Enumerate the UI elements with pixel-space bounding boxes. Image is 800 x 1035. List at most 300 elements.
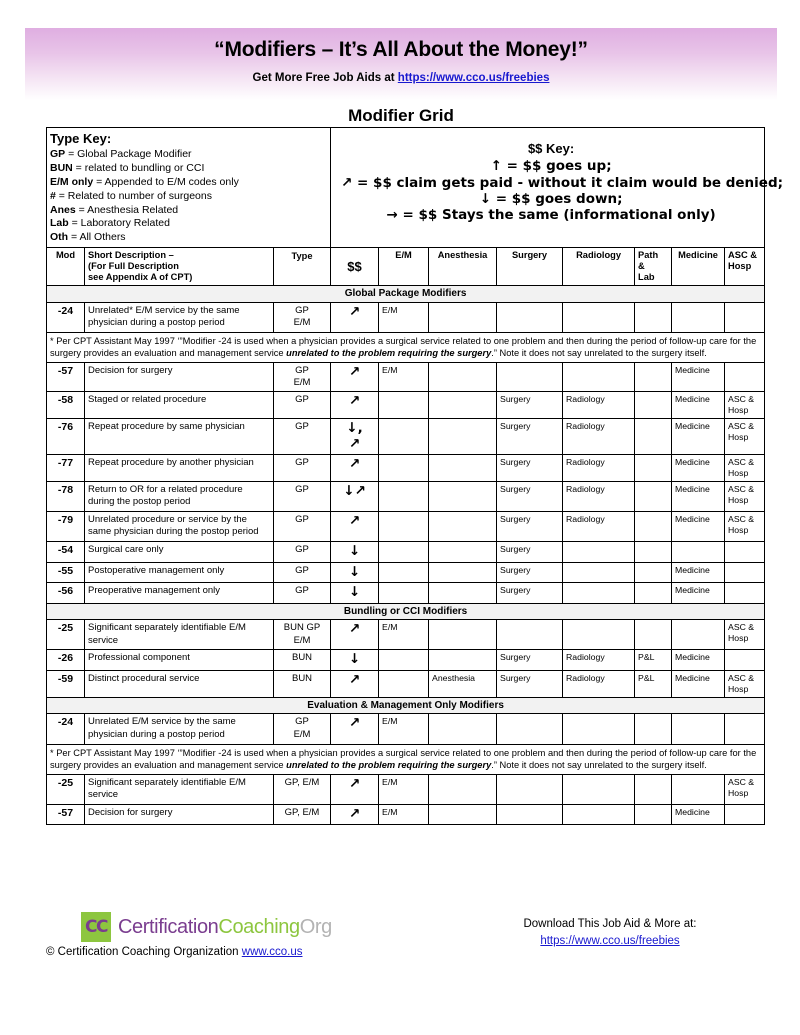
cell-em <box>379 542 429 563</box>
cell-modifier: -25 <box>47 620 85 650</box>
type-key-def: = All Others <box>68 231 126 244</box>
cell-medicine: Medicine <box>672 804 725 825</box>
cell-money <box>331 804 379 825</box>
money-arrow-icon: ↓ <box>348 584 361 601</box>
cell-money <box>331 542 379 563</box>
cell-path-lab <box>635 481 672 511</box>
type-key-def: = Appended to E/M codes only <box>93 175 239 188</box>
cell-asc-hosp <box>725 804 765 825</box>
cco-logo-mark-icon <box>81 912 111 942</box>
header-subtitle <box>25 72 777 84</box>
cell-medicine <box>672 542 725 563</box>
cell-type: GP E/M <box>274 363 331 392</box>
cell-money <box>331 583 379 604</box>
cell-em: E/M <box>379 302 429 332</box>
cell-modifier: -77 <box>47 455 85 482</box>
modifier-grid-table <box>46 127 784 825</box>
money-key-def: = $$ claim gets paid - without it claim would be denied; <box>352 174 784 191</box>
type-key-term: Oth <box>50 231 69 244</box>
cell-type: BUN <box>274 650 331 671</box>
cell-radiology: Radiology <box>563 511 635 541</box>
cell-em: E/M <box>379 620 429 650</box>
table-row <box>47 302 765 332</box>
cell-type: BUN <box>274 670 331 697</box>
column-header-row <box>47 248 765 286</box>
cco-logo-text <box>118 916 332 939</box>
cell-path-lab <box>635 419 672 455</box>
arrow-right-icon: → <box>386 207 398 224</box>
cell-em: E/M <box>379 363 429 392</box>
money-arrow-icon: ↗ <box>348 512 361 529</box>
cell-money <box>331 419 379 455</box>
cell-asc-hosp <box>725 562 765 583</box>
cell-medicine: Medicine <box>672 670 725 697</box>
money-key-def: = $$ goes up; <box>501 158 612 175</box>
cell-anesthesia <box>429 804 497 825</box>
cell-radiology <box>563 583 635 604</box>
cell-money <box>331 302 379 332</box>
type-key-term: GP <box>50 148 66 161</box>
cell-type: GP <box>274 455 331 482</box>
money-arrow-icon: ↓ <box>348 563 361 580</box>
cell-type: GP, E/M <box>274 774 331 804</box>
type-key-term: # <box>50 189 56 202</box>
cell-medicine <box>672 620 725 650</box>
cell-description: Postoperative management only <box>85 562 274 583</box>
cell-surgery: Surgery <box>497 542 563 563</box>
money-key-entry <box>341 192 761 208</box>
type-key-def: = Related to number of surgeons <box>55 189 212 202</box>
type-key-def: = Laboratory Related <box>68 217 170 230</box>
cell-money <box>331 774 379 804</box>
type-key-entry <box>50 162 327 176</box>
money-arrow-icon: ↗ <box>348 393 361 410</box>
cco-logo-part1: Certification <box>118 915 219 938</box>
cell-description: Staged or related procedure <box>85 392 274 419</box>
cell-radiology <box>563 302 635 332</box>
cell-surgery: Surgery <box>497 419 563 455</box>
cell-radiology <box>563 774 635 804</box>
table-row <box>47 714 765 744</box>
cell-medicine: Medicine <box>672 481 725 511</box>
cell-medicine <box>672 302 725 332</box>
cco-logo-mark-text: CC <box>85 917 107 937</box>
type-key-term: Lab <box>50 217 69 230</box>
col-header-path-lab <box>635 248 672 286</box>
download-label: Download This Job Aid & More at: <box>523 918 697 930</box>
footnote-emphasis: unrelated to the problem requiring the surgery <box>286 760 492 771</box>
table-row <box>47 419 765 455</box>
cell-modifier: -24 <box>47 714 85 744</box>
cell-asc-hosp <box>725 542 765 563</box>
cell-em: E/M <box>379 774 429 804</box>
cell-money <box>331 714 379 744</box>
money-arrow-icon: ↗ <box>348 715 361 732</box>
cell-em <box>379 481 429 511</box>
cell-anesthesia <box>429 774 497 804</box>
col-header-asc-hosp <box>725 248 765 286</box>
cell-em <box>379 562 429 583</box>
type-key-entry <box>50 148 327 162</box>
money-arrow-icon: ↗ <box>348 621 361 638</box>
money-key-entry <box>341 174 784 192</box>
cell-surgery <box>497 620 563 650</box>
cell-money <box>331 481 379 511</box>
cell-radiology <box>563 804 635 825</box>
cell-modifier: -56 <box>47 583 85 604</box>
table-row <box>47 774 765 804</box>
cell-medicine <box>672 774 725 804</box>
cell-medicine: Medicine <box>672 650 725 671</box>
cell-asc-hosp: ASC & Hosp <box>725 511 765 541</box>
col-header-path-l1: Path <box>638 250 659 261</box>
cell-path-lab <box>635 392 672 419</box>
footnote-row <box>47 744 765 774</box>
cell-type: GP <box>274 583 331 604</box>
col-header-anesthesia: Anesthesia <box>429 248 497 286</box>
col-header-surgery: Surgery <box>497 248 563 286</box>
cco-website-link[interactable]: www.cco.us <box>241 946 303 958</box>
col-header-money: $$ <box>331 248 379 286</box>
download-block <box>466 916 754 949</box>
section-banner: Global Package Modifiers <box>47 286 765 303</box>
cell-path-lab <box>635 455 672 482</box>
cell-type: BUN GP E/M <box>274 620 331 650</box>
cell-modifier: -78 <box>47 481 85 511</box>
cell-em <box>379 670 429 697</box>
cell-asc-hosp <box>725 583 765 604</box>
section-banner-row <box>47 697 765 714</box>
arrow-up-right-icon: ↗ <box>341 174 353 191</box>
cell-modifier: -76 <box>47 419 85 455</box>
table-row <box>47 804 765 825</box>
money-arrow-icon: ↗ <box>348 303 361 320</box>
cell-anesthesia <box>429 419 497 455</box>
cell-path-lab: P&L <box>635 670 672 697</box>
cell-surgery: Surgery <box>497 455 563 482</box>
cell-surgery: Surgery <box>497 392 563 419</box>
grid-body <box>47 128 784 825</box>
cell-medicine <box>672 714 725 744</box>
cell-money <box>331 620 379 650</box>
cell-asc-hosp: ASC & Hosp <box>725 481 765 511</box>
cell-anesthesia <box>429 583 497 604</box>
cco-logo-part3: Org <box>299 915 332 938</box>
cell-medicine: Medicine <box>672 363 725 392</box>
cell-asc-hosp <box>725 714 765 744</box>
cell-surgery: Surgery <box>497 583 563 604</box>
col-header-description <box>85 248 274 286</box>
cell-medicine: Medicine <box>672 419 725 455</box>
table-row <box>47 620 765 650</box>
section-banner: Evaluation & Management Only Modifiers <box>47 697 765 714</box>
cell-modifier: -59 <box>47 670 85 697</box>
cell-anesthesia <box>429 392 497 419</box>
col-header-asc-l2: Hosp <box>728 261 752 272</box>
col-header-em: E/M <box>379 248 429 286</box>
cell-type: GP E/M <box>274 302 331 332</box>
grid-title: Modifier Grid <box>348 106 454 125</box>
table-row <box>47 583 765 604</box>
cell-modifier: -54 <box>47 542 85 563</box>
cell-radiology: Radiology <box>563 650 635 671</box>
cell-type: GP E/M <box>274 714 331 744</box>
cell-modifier: -55 <box>47 562 85 583</box>
arrow-up-icon: ↑ <box>490 158 502 175</box>
cell-surgery <box>497 363 563 392</box>
cell-type: GP <box>274 392 331 419</box>
table-row <box>47 650 765 671</box>
cell-modifier: -58 <box>47 392 85 419</box>
cell-surgery: Surgery <box>497 511 563 541</box>
money-arrow-icon: ↓ <box>348 543 361 559</box>
cell-description: Unrelated* E/M service by the same physician during a postop period <box>85 302 274 332</box>
cell-modifier: -57 <box>47 804 85 825</box>
col-header-path-l3: Lab <box>638 272 655 283</box>
cell-path-lab: P&L <box>635 650 672 671</box>
cell-type: GP <box>274 542 331 563</box>
cell-asc-hosp: ASC & Hosp <box>725 620 765 650</box>
cell-medicine: Medicine <box>672 562 725 583</box>
cell-path-lab <box>635 620 672 650</box>
cell-radiology <box>563 363 635 392</box>
cell-description: Return to OR for a related procedure during the postop period <box>85 481 274 511</box>
footnote-text: * Per CPT Assistant May 1997 ‘”Modifier -24 is used when a physician provides a surgical service related to one problem and then during the period of follow-up care for the surgery provides an evaluation and management service unrelated to the problem requiring the surgery.” Note it does not say unrelated to the surgery itself. <box>47 744 765 774</box>
table-row <box>47 562 765 583</box>
cell-asc-hosp: ASC & Hosp <box>725 774 765 804</box>
section-banner: Bundling or CCI Modifiers <box>47 603 765 620</box>
money-key-def: = $$ goes down; <box>491 191 623 208</box>
cell-em <box>379 511 429 541</box>
cell-radiology <box>563 714 635 744</box>
cell-type: GP <box>274 562 331 583</box>
cell-medicine: Medicine <box>672 455 725 482</box>
cell-description: Decision for surgery <box>85 363 274 392</box>
type-key-entry <box>50 217 327 231</box>
cell-path-lab <box>635 542 672 563</box>
cell-description: Unrelated E/M service by the same physician during a postop period <box>85 714 274 744</box>
arrow-down-icon: ↓ <box>479 191 492 208</box>
page-footer <box>46 908 754 978</box>
cell-type: GP, E/M <box>274 804 331 825</box>
cell-asc-hosp: ASC & Hosp <box>725 670 765 697</box>
table-row <box>47 455 765 482</box>
cell-surgery: Surgery <box>497 670 563 697</box>
cell-type: GP <box>274 419 331 455</box>
table-row <box>47 363 765 392</box>
cell-type: GP <box>274 511 331 541</box>
cell-medicine: Medicine <box>672 511 725 541</box>
copyright-text: © Certification Coaching Organization <box>46 946 242 958</box>
cell-description: Decision for surgery <box>85 804 274 825</box>
cell-money <box>331 511 379 541</box>
cell-medicine: Medicine <box>672 392 725 419</box>
money-arrow-icon: ↗ <box>348 364 361 381</box>
cell-anesthesia <box>429 511 497 541</box>
cell-modifier: -24 <box>47 302 85 332</box>
col-header-description-l3: see Appendix A of CPT) <box>88 272 193 283</box>
cell-anesthesia <box>429 650 497 671</box>
cell-medicine: Medicine <box>672 583 725 604</box>
cell-surgery: Surgery <box>497 562 563 583</box>
page-title: “Modifiers – It’s All About the Money!” <box>214 38 588 61</box>
download-freebies-link[interactable]: https://www.cco.us/freebies <box>540 934 680 947</box>
cell-anesthesia <box>429 542 497 563</box>
table-row <box>47 392 765 419</box>
cell-asc-hosp <box>725 363 765 392</box>
money-key-entry <box>341 208 761 224</box>
cell-anesthesia <box>429 455 497 482</box>
col-header-type: Type <box>274 248 331 286</box>
cell-description: Repeat procedure by another physician <box>85 455 274 482</box>
col-header-path-l2: & <box>638 261 645 272</box>
table-row <box>47 511 765 541</box>
cell-description: Surgical care only <box>85 542 274 563</box>
table-row <box>47 670 765 697</box>
type-key-def: = Anesthesia Related <box>75 203 179 216</box>
copyright-line <box>46 946 302 958</box>
cell-asc-hosp: ASC & Hosp <box>725 392 765 419</box>
type-key-entry <box>50 231 327 245</box>
money-key-entry <box>341 159 761 175</box>
cell-description: Significant separately identifiable E/M service <box>85 620 274 650</box>
cell-em: E/M <box>379 804 429 825</box>
cell-path-lab <box>635 562 672 583</box>
cell-em <box>379 392 429 419</box>
money-arrow-icon: ↗ <box>348 805 361 822</box>
type-key-term: E/M only <box>50 175 94 188</box>
cell-description: Significant separately identifiable E/M service <box>85 774 274 804</box>
money-key-heading <box>341 140 761 158</box>
section-banner-row <box>47 603 765 620</box>
cell-surgery <box>497 774 563 804</box>
cell-path-lab <box>635 774 672 804</box>
cell-anesthesia <box>429 714 497 744</box>
money-arrow-icon: ↓↗ <box>343 482 366 499</box>
type-key-entry <box>50 190 327 204</box>
cco-logo <box>81 912 332 942</box>
cell-em <box>379 583 429 604</box>
type-key-def: = related to bundling or CCI <box>72 162 205 175</box>
cell-surgery: Surgery <box>497 650 563 671</box>
cell-money <box>331 363 379 392</box>
cell-modifier: -26 <box>47 650 85 671</box>
cell-em: E/M <box>379 714 429 744</box>
cell-anesthesia <box>429 481 497 511</box>
cell-description: Unrelated procedure or service by the same physician during the postop period <box>85 511 274 541</box>
cell-description: Professional component <box>85 650 274 671</box>
money-arrow-icon: ↗ <box>348 775 361 792</box>
money-arrow-icon: ↗ <box>348 456 361 473</box>
cell-anesthesia: Anesthesia <box>429 670 497 697</box>
cell-radiology: Radiology <box>563 670 635 697</box>
cell-description: Distinct procedural service <box>85 670 274 697</box>
cell-money <box>331 392 379 419</box>
cell-modifier: -57 <box>47 363 85 392</box>
table-row <box>47 481 765 511</box>
cell-surgery: Surgery <box>497 481 563 511</box>
cell-radiology <box>563 562 635 583</box>
footnote-emphasis: unrelated to the problem requiring the surgery <box>286 348 492 359</box>
cell-radiology <box>563 620 635 650</box>
cell-description: Repeat procedure by same physician <box>85 419 274 455</box>
cell-anesthesia <box>429 363 497 392</box>
cell-radiology: Radiology <box>563 481 635 511</box>
money-key-heading-text: Key: <box>542 141 575 156</box>
money-key-box <box>331 128 784 248</box>
cell-path-lab <box>635 511 672 541</box>
cell-surgery <box>497 714 563 744</box>
cell-radiology: Radiology <box>563 455 635 482</box>
cell-radiology <box>563 542 635 563</box>
col-header-radiology: Radiology <box>563 248 635 286</box>
type-key-heading: Type Key: <box>50 131 112 146</box>
col-header-medicine: Medicine <box>672 248 725 286</box>
cell-modifier: -79 <box>47 511 85 541</box>
table-row <box>47 542 765 563</box>
cell-surgery <box>497 302 563 332</box>
footnote-row <box>47 332 765 362</box>
cell-radiology: Radiology <box>563 419 635 455</box>
cell-asc-hosp <box>725 302 765 332</box>
col-header-mod: Mod <box>47 248 85 286</box>
type-key-box <box>47 128 331 248</box>
cell-asc-hosp <box>725 650 765 671</box>
cell-modifier: -25 <box>47 774 85 804</box>
money-arrow-icon: ↓, ↗ <box>346 420 363 452</box>
cell-path-lab <box>635 363 672 392</box>
cell-money <box>331 670 379 697</box>
type-key-term: Anes <box>50 203 76 216</box>
section-banner-row <box>47 286 765 303</box>
cell-anesthesia <box>429 302 497 332</box>
header-subtitle-text: Get More Free Job Aids at <box>252 72 398 84</box>
type-key-term: BUN <box>50 162 73 175</box>
type-key-def: = Global Package Modifier <box>65 148 192 161</box>
cell-em <box>379 650 429 671</box>
cell-type: GP <box>274 481 331 511</box>
cell-money <box>331 650 379 671</box>
header-freebies-link[interactable]: https://www.cco.us/freebies <box>397 72 550 84</box>
type-key-entry <box>50 204 327 218</box>
cell-asc-hosp: ASC & Hosp <box>725 455 765 482</box>
money-arrow-icon: ↓ <box>348 651 361 668</box>
cell-surgery <box>497 804 563 825</box>
money-arrow-icon: ↗ <box>348 671 361 688</box>
cell-asc-hosp: ASC & Hosp <box>725 419 765 455</box>
money-key-heading-symbol: $$ <box>527 141 543 156</box>
cell-em <box>379 455 429 482</box>
cell-radiology: Radiology <box>563 392 635 419</box>
cell-path-lab <box>635 302 672 332</box>
cell-path-lab <box>635 583 672 604</box>
col-header-description-l2: (For Full Description <box>88 261 179 272</box>
type-key-entry <box>50 176 327 190</box>
cell-money <box>331 562 379 583</box>
cco-logo-part2: Coaching <box>218 915 300 938</box>
cell-money <box>331 455 379 482</box>
cell-path-lab <box>635 804 672 825</box>
col-header-description-l1: Short Description – <box>88 250 174 261</box>
col-header-asc-l1: ASC & <box>728 250 757 261</box>
cell-anesthesia <box>429 562 497 583</box>
footnote-text: * Per CPT Assistant May 1997 ‘”Modifier -24 is used when a physician provides a surgical service related to one problem and then during the period of follow-up care for the surgery provides an evaluation and management service unrelated to the problem requiring the surgery.” Note it does not say unrelated to the surgery itself. <box>47 332 765 362</box>
key-row <box>47 128 765 248</box>
cell-em <box>379 419 429 455</box>
cell-anesthesia <box>429 620 497 650</box>
money-key-def: = $$ Stays the same (informational only) <box>397 207 716 224</box>
cell-description: Preoperative management only <box>85 583 274 604</box>
